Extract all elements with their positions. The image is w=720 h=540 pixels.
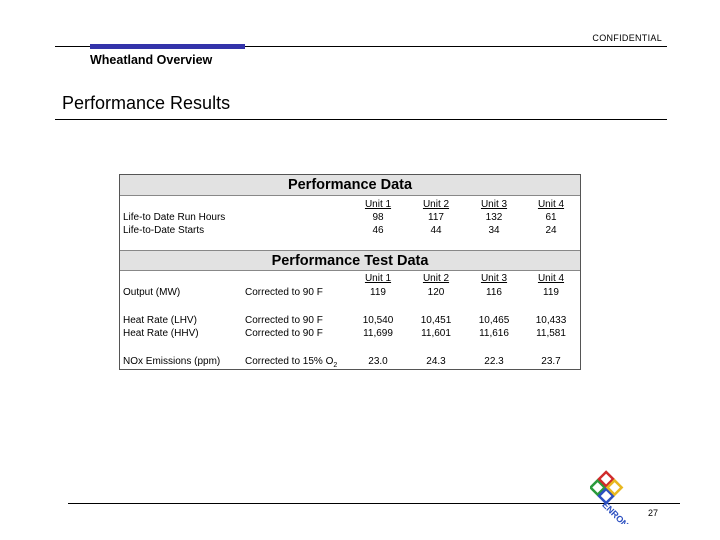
col-header-unit-3: Unit 3 [480,199,508,210]
table-cell: 10,465 [478,315,510,326]
table-cell: 120 [427,287,445,298]
table-cell: 10,451 [420,315,452,326]
row-condition-subscript: 2 [333,362,338,369]
performance-data-band [120,175,580,196]
row-condition: Corrected to 90 F [245,287,323,298]
col-header-unit-4: Unit 4 [537,273,565,284]
table-cell: 119 [370,287,386,298]
row-label-starts: Life-to-Date Starts [123,225,205,236]
performance-data-title: Performance Data [287,177,413,193]
table-cell: 23.0 [368,356,388,367]
performance-test-data-title: Performance Test Data [271,252,429,269]
table-cell: 10,540 [362,315,394,326]
row-label-heat-rate-lhv: Heat Rate (LHV) [123,315,197,326]
svg-text:ENRON: ENRON [600,499,631,524]
table-cell: 117 [428,212,444,223]
table-cell: 24.3 [426,356,446,367]
confidential-label: CONFIDENTIAL [592,33,662,43]
page-number: 27 [648,508,659,518]
row-label-heat-rate-hhv: Heat Rate (HHV) [123,328,199,339]
performance-table [119,174,581,370]
table-cell: 22.3 [484,356,504,367]
table-cell: 119 [543,287,559,298]
table-cell: 44 [430,225,442,236]
table-cell: 11,601 [421,328,451,339]
title-rule [55,119,667,120]
table-cell: 61 [545,212,557,223]
table-cell: 116 [486,287,502,298]
col-header-unit-4: Unit 4 [537,199,565,210]
row-label-run-hours: Life-to Date Run Hours [123,212,226,223]
table-cell: 98 [372,212,384,223]
table-cell: 23.7 [541,356,561,367]
col-header-unit-3: Unit 3 [480,273,508,284]
table-cell: 132 [485,212,503,223]
table-cell: 34 [488,225,500,236]
section-title: Wheatland Overview [90,53,213,67]
col-header-unit-2: Unit 2 [422,273,450,284]
performance-test-data-band [120,250,580,271]
col-header-unit-1: Unit 1 [364,199,392,210]
table-cell: 24 [545,225,557,236]
enron-logo-icon [590,468,642,524]
footer-rule [68,503,680,504]
row-condition: Corrected to 90 F [245,328,323,339]
table-cell: 46 [372,225,384,236]
enron-logo [590,468,642,524]
col-header-unit-2: Unit 2 [422,199,450,210]
table-cell: 10,433 [535,315,567,326]
row-label-output: Output (MW) [123,287,181,298]
row-condition-text: Corrected to 15% O [245,356,334,367]
row-condition: Corrected to 90 F [245,315,323,326]
col-header-unit-1: Unit 1 [364,273,392,284]
row-condition [245,356,337,372]
page-title: Performance Results [62,93,231,113]
table-cell: 11,616 [479,328,509,339]
table-cell: 11,581 [536,328,566,339]
header-accent-bar [90,44,245,49]
row-label-nox: NOx Emissions (ppm) [123,356,221,367]
table-cell: 11,699 [363,328,393,339]
